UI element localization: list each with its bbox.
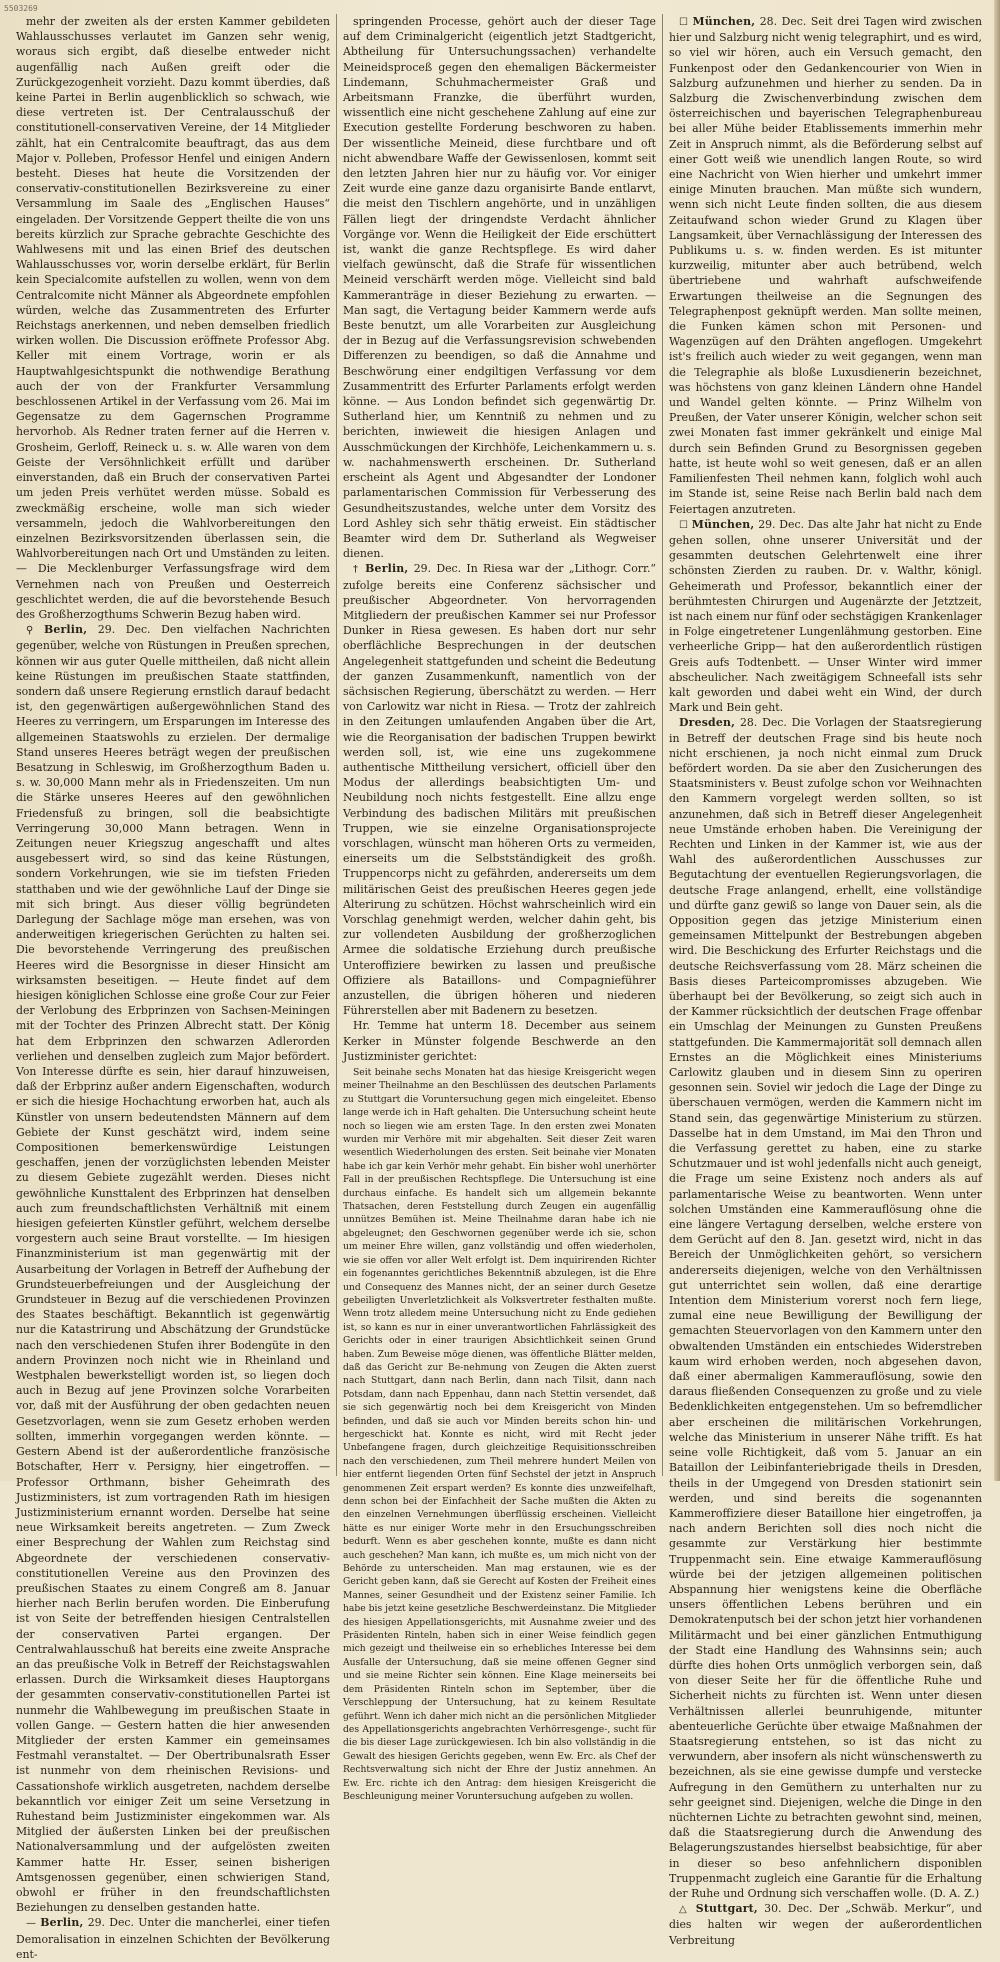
quoted-letter <box>343 1066 656 1803</box>
news-article <box>669 715 982 1901</box>
section-mark-icon: — <box>26 1918 36 1930</box>
section-mark-icon: † <box>353 564 360 576</box>
column-1 <box>10 14 336 1961</box>
dateline-place: München, <box>692 15 756 28</box>
body-paragraph: Hr. Temme hat unterm 18. December aus seinem Kerker in Münster folgende Beschwerde an den Justizminister gerichtet: <box>343 1019 656 1063</box>
section-mark-icon: ☐ <box>679 17 688 28</box>
dateline-place: München, <box>691 517 755 531</box>
news-article <box>343 561 656 1018</box>
article-body: In Riesa war der „Lithogr. Corr.“ zufolge bereits eine Conferenz sächsischer und preußischer Abgeordneter. Von hervorragenden Mitgliedern der preußischen Kammer sei nur Professor Dunker in Riesa gewesen. Es haben dort nur sehr oberflächliche Besprechungen in der deutschen Angelegenheit stattgefunden und scheint die Bedeutung der ganzen Zusammenkunft, namentlich von der sächsischen Regierung, überschätzt zu werden. — Herr von Carlowitz war nicht in Riesa. — Trotz der zahlreich in den Zeitungen umlaufenden Angaben über die Art, wie die Reorganisation der badischen Truppen bewirkt werden soll, ist, wie eine uns zugekommene authentische Mittheilung versichert, officiell über den Modus der allerdings beabsichtigten Um- und Neubildung noch nichts festgestellt. Eine allzu enge Verbindung des badischen Militärs mit preußischen Truppen, wie sie einzelne Organisationsprojecte vorschlagen, wünscht man höheren Orts zu vermeiden, einerseits um die Selbstständigkeit des großh. Truppencorps nicht zu gefährden, andererseits um dem militärischen Geist des preußischen Heeres gegen jede Alterirung zu schützen. Höchst wahrscheinlich wird ein Vorschlag genehmigt werden, welcher dahin geht, bis zur vollendeten Ausbildung der großherzoglichen Armee die soldatische Erziehung durch preußische Unteroffiziere bewirken zu lassen und preußische Offiziere als Bataillons- und Compagnieführer anzustellen, die übrigen höheren und niederen Führerstellen aber mit Badenern zu besetzen. <box>343 562 656 1018</box>
dateline-date: 29. Dec. <box>758 517 805 531</box>
dateline-date: 29. Dec. <box>87 1916 134 1930</box>
page-binding-edge <box>994 0 1000 1481</box>
dateline-date: 30. Dec. <box>764 1902 813 1916</box>
news-article <box>16 1915 330 1962</box>
section-mark-icon: ☐ <box>679 519 688 531</box>
quote-text: Seit beinahe sechs Monaten hat das hiesige Kreisgericht wegen meiner Theilnahme an den Beschlüssen des deutschen Parlaments zu Stuttgart die Voruntersuchung gegen mich eingeleitet. Ebenso lange werde ich in Haft gehalten. Die Untersuchung scheint heute noch so liegen wie am ersten Tage. In den ersten zwei Monaten wurden mir Verhöre mit mir abgehalten. Seit dieser Zeit waren wesentlich Wiederholungen des ersten. Seit beinahe vier Monaten habe ich gar kein Verhör mehr gehabt. Ein bisher wohl unerhörter Fall in der preußischen Rechtspflege. Die Untersuchung ist eine durchaus einfache. Es handelt sich um allgemein bekannte Thatsachen, deren Feststellung durch Zeugen ein augenfällig unnützes Bemühen ist. Meine Theilnahme daran habe ich nie abgeleugnet; den Geschwornen gegenüber werde ich sie, schon um meiner Ehre willen, ganz vollständig und offen wiederholen, wie sie offen vor aller Welt erfolgt ist. Dem inquirirenden Richter ein fogenanntes gerichtliches Bekenntniß abzulegen, ist die Ehre und Consequenz des Mannes nicht, der an seiner durch Gesetze gebeiligten Unverletzlichkeit als Volksvertreter festhalten mußte. Wenn trotz alledem meine Untersuchung nicht zu Ende gediehen ist, so kann es nur in einer unverantwortlichen Fahrlässigkeit des Gerichts oder in einer traurigen Absichtlichkeit seinen Grund haben. Zum Beweise möge dienen, was öffentliche Blätter melden, daß das Gericht zur Be-nehmung von Zeugen die Akten zuerst nach Stuttgart, dann nach Berlin, dann nach Tilsit, dann nach Potsdam, dann nach Eppenhau, dann nach Stettin versendet, daß sie sich gegenwärtig noch bei dem Kreisgericht von Minden befinden, und daß sie auch vor Minden bereits schon hin- und hergeschickt hat. Konnte es nicht, wird mit Recht jeder Unbefangene fragen, durch gleichzeitige Requisitionsschreiben nach den verschiedenen, zum Theil mehrere hundert Meilen von hier entfernt liegenden Orten fünf Sechstel der jetzt in Anspruch genommenen Zeit erspart werden? Es konnte dies unzweifelhaft, denn schon bei der Einfachheit der Sache mußten die Akten zu den einzelnen Vernehmungen überflüssig erscheinen. Vielleicht hätte es nur einiger Worte mehr in den Ersuchungsschreiben bedurft. Wenn es aber geschehen konnte, mußte es dann nicht auch geschehen? Man kann, ich mußte es, um mich nicht von der Behörde zu unterscheiden. Man mag erstaunen, wie es der Gericht geben kann, daß sie Gerecht auf Kosten der Freiheit eines Mannes, seiner Gesundheit und der Existenz seiner Familie. Ich habe bis jetzt keine gesetzliche Beschwerdeinstanz. Die Mitglieder des hiesigen Appellationsgerichts, mit Ausnahme zweier und des Präsidenten Rinteln, haben sich in einer Weise feindlich gegen mich gezeigt und theilweise ein so erhebliches Interesse bei dem Ausfalle der Untersuchung, daß sie meine offenen Gegner sind und sie meine Richter sein können. Eine Klage meinerseits bei dem Präsidenten Rinteln schon im September, über die Verschleppung der Untersuchung, hat zu keinem Resultate geführt. Wenn ich daher mich nicht an die persönlichen Mitglieder des Appellationsgerichts angebrachten Verhörresgenge-, sucht für die bis dieser Lage zurückgewiesen. Ich bin also vollständig in die Gewalt des hiesigen Gerichts gegeben, wenn Ew. Erc. als Chef der Rechtsverwaltung sich nicht der Ehre der Justiz annehmen. An Ew. Erc. richte ich den Antrag: dem hiesigen Kreisgericht die Beschleunigung meiner Voruntersuchung aufgeben zu wollen. <box>343 1067 656 1802</box>
dateline-date: 29. Dec. <box>413 562 462 576</box>
news-article <box>669 1901 982 1948</box>
column-3 <box>662 14 988 1947</box>
news-article <box>669 14 982 517</box>
text-columns <box>10 14 990 1961</box>
section-mark-icon: ⚲ <box>26 625 34 637</box>
dateline-place: Berlin, <box>43 623 88 637</box>
dateline-place: Berlin, <box>365 562 409 576</box>
column-2 <box>336 14 662 1802</box>
dateline-place: Dresden, <box>679 716 736 730</box>
dateline-place: Stuttgart, <box>695 1902 758 1916</box>
article-body: Das alte Jahr hat nicht zu Ende gehen sollen, ohne unserer Universität und der gesammten deutschen Gelehrtenwelt eine ihrer schönsten Zierden zu rauben. Dr. v. Walthr, königl. Geheimerath und Professor, bekanntlich einer der berühmtesten Chirurgen und Augenärzte der Jetztzeit, ist nach einem nur fünf oder sechstägigen Krankenlager in Folge eingetretener Lungenlähmung gestorben. Eine verheerliche Gripp— hat den außerordentlich rüstigen Greis aufs Todtenbett. — Unser Winter wird immer abscheulicher. Nach zweitägigem Schneefall ists sehr kalt geworden und dabei weht ein Wind, der durch Mark und Bein geht. <box>669 517 983 715</box>
news-article <box>16 622 330 1915</box>
body-paragraph: mehr der zweiten als der ersten Kammer gebildeten Wahlausschusses verlautet im Ganzen sehr wenig, woraus sich ergibt, daß dieselbe entweder nicht augenfällig nach Außen greift oder die Zurückgezogenheit vorzieht. Dazu kommt überdies, daß keine Partei in Berlin augenblicklich so schwach, wie diese vertreten ist. Der Centralausschuß der constitutionell-conservativen Vereine, der 14 Mitglieder zählt, hat ein Centralcomite beauftragt, das aus dem Major v. Polleben, Professor Henfel und einigen Andern besteht. Dieses hat heute die Vorsitzenden der conservativ-constitutionellen Bezirksvereine zu einer Versammlung im Saale des „Englischen Hauses“ eingeladen. Der Vorsitzende Geppert theilte die von uns bereits kürzlich zur Sprache gebrachte Geschichte des Wahlwesens mit und las einen Brief des deutschen Wahlausschusses vor, worin derselbe erklärt, für Berlin kein Specialcomite aufstellen zu wollen, wenn von dem Centralcomite nicht Männer als Abgeordnete empfohlen würden, welche das Zusammentreten des Erfurter Reichstags anerkennen, und neben demselben friedlich wirken wollen. Die Discussion eröffnete Professor Abg. Keller mit einem Vortrage, worin er als Hauptwahlgesichtspunkt die nothwendige Berathung auch der von der Frankfurter Versammlung beschlossenen Artikel in der Verfassung vom 26. Mai im Gegensatze zu dem Gagernschen Programme hervorhob. Als Redner traten ferner auf die Herren v. Grosheim, Gerloff, Reineck u. s. w. Alle waren von dem Geiste der Versöhnlichkeit erfüllt und darüber einverstanden, daß ein Bruch der conservativen Partei um jeden Preis verhütet werden müsse. Sobald es zweckmäßig erscheine, wolle man sich wieder versammeln, jedoch die Wahlvorbereitungen den einzelnen Bezirksvorsitzenden überlassen sein, die Wahlvorbereitungen nach Ort und Umständen zu leiten. — Die Mecklenburger Verfassungsfrage wird dem Vernehmen nach von Preußen und Oesterreich geschlichtet werden, die auf die bevorstehende Besuch des Großherzogthums Schwerin Bezug haben wird. <box>16 15 330 621</box>
article-body: Unter die mancherlei, einer tiefen Demoralisation in einzelnen Schichten der Bevölkerung ent- <box>16 1916 330 1961</box>
section-mark-icon: △ <box>679 1904 690 1916</box>
body-paragraph: springenden Processe, gehört auch der dieser Tage auf dem Criminalgericht (eigentlich jetzt Stadtgericht, Abtheilung für Untersuchungssachen) verhandelte Meineidsproceß gegen den ehemaligen Bäckermeister Lindemann, Schuhmachermeister Graß und Arbeitsmann Franzke, die überführt wurden, wissentlich eine nicht geschehene Zahlung auf eine zur Execution gestellte Forderung beschworen zu haben. Der wissentliche Meineid, diese furchtbare und oft nicht abwendbare Waffe der Gewissenlosen, kommt seit den letzten Jahren hier nur zu häufig vor. Vor einiger Zeit wurde eine ganze dazu organisirte Bande entlarvt, die meist den Tischlern angehörte, und in unzähligen Fällen liegt der dringendste Verdacht ähnlicher Vorgänge vor. Wenn die Heiligkeit der Eide erschüttert ist, wankt die ganze Rechtspflege. Es wird daher vielfach gewünscht, daß die Strafe für wissentlichen Meineid verschärft werden möge. Vielleicht sind bald Kammeranträge in dieser Beziehung zu erwarten. — Man sagt, die Vertagung beider Kammern werde aufs Beste benutzt, um alle Vorarbeiten zur Ausgleichung der in Bezug auf die Verfassungsrevision schwebenden Differenzen zu beendigen, so daß die Annahme und Beschwörung einer endgiltigen Verfassung vor dem Zusammentritt des Erfurter Parlaments erfolgt werden könne. — Aus London befindet sich gegenwärtig Dr. Sutherland hier, um Kenntniß zu nehmen und zu berichten, inwieweit die hiesigen Anlagen und Ausschmückungen der Kirchhöfe, Leichenkammern u. s. w. nachahmenswerth erscheinen. Dr. Sutherland erscheint als Agent und Abgesandter der Londoner parlamentarischen Commission für Verbesserung des Gesundheitszustandes, welche unter dem Vorsitz des Lord Ashley sich sehr thätig erweist. Ein städtischer Beamter wird dem Dr. Sutherland als Wegweiser dienen. <box>343 15 656 561</box>
archive-stamp: 5503269 <box>4 4 38 13</box>
news-article <box>669 517 982 716</box>
article-body: Die Vorlagen der Staatsregierung in Betreff der deutschen Frage sind bis heute noch nicht erschienen, ja noch nicht einmal zum Druck befördert worden. Da sie aber den Zusicherungen des Staatsministers v. Beust zufolge schon vor Weihnachten den Kammern vorgelegt werden sollten, so ist anzunehmen, daß sich in Betreff dieser Angelegenheit neue Umstände erhoben haben. Die Vereinigung der Rechten und Linken in der Kammer ist, wie aus der Wahl des außerordentlichen Ausschusses zur Begutachtung der eventuellen Regierungsvorlagen, die deutsche Frage anlangend, erhellt, eine vollständige und dürfte ganz gewiß so lange von Dauer sein, als die Opposition gegen das jetzige Ministerium einen gemeinsamen Mittelpunkt der Bestrebungen abgeben wird. Die Beschickung des Erfurter Reichstags und die deutsche Reichsverfassung vom 28. März scheinen die Basis dieses Parteicompromisses abzugeben. Wie überhaupt bei der Bevölkerung, so zeigt sich auch in der Kammer rücksichtlich der deutschen Frage offenbar ein Umschlag der Meinungen zu Gunsten Preußens stattgefunden. Die Kammermajorität soll demnach allen Ernstes an die Möglichkeit eines Ministeriums Carlowitz glauben und in diesem Sinn zu operiren gesonnen sein. Soviel wir jedoch die Lage der Dinge zu überschauen vermögen, werden die Kammern nicht im Stand sein, das gegenwärtige Ministerium zu stürzen. Dasselbe hat in dem Umstand, im Mai den Thron und die Verfassung gerettet zu haben, eine zu starke Schutzmauer und ist wohl jedenfalls nicht auch geneigt, die Frage um seine Existenz noch anders als auf parlamentarische Weise zu beantworten. Wenn unter solchen Umständen eine Kammerauflösung ohne die eine längere Vertagung derselben, welche erstere von dem Gerücht auf den 8. Jan. gesetzt wird, nicht in das Bereich der Unmöglichkeiten gehört, so versichern andererseits diejenigen, welche von den Verhältnissen gut unterrichtet sein wollen, daß eine derartige Intention dem Ministerium vorerst noch fern liege, zumal eine neue Bewilligung der Bewilligung der gemachten Steuervorlagen von den Kammern unter den obwaltenden Umständen ein entschiedes Widerstreben kaum wird erhoben werden, noch abgesehen davon, daß einer abermaligen Kammerauflösung, sowie den daraus fließenden Consequenzen zu große und zu viele Bedenklichkeiten entgegenstehen. Um so befremdlicher aber erscheinen die militärischen Vorkehrungen, welche das Ministerium in unserer Nähe trifft. Es hat seine volle Richtigkeit, daß vom 5. Januar an ein Bataillon der Leibinfanteriebrigade theils in Dresden, theils in der Umgegend von Dresden stationirt sein werden, und sind bereits die sogenannten Kammeroffiziere dieser Bataillone hier eingetroffen, ja nach andern Berichten soll dies noch nicht die gesammte zur Verstärkung hier bestimmte Truppenmacht sein. Eine etwaige Kammerauflösung würde bei der jetzigen allgemeinen politischen Abspannung hier wenigstens keine die Oberfläche unsers öffentlichen Lebens berühren und ein Demokratenputsch bei der schon jetzt hier vorhandenen Militärmacht und bei einer gänzlichen Entmuthigung der Stadt eine Handlung des Wahnsinns sein; auch dürfte dies hohen Orts unmöglich verborgen sein, daß von dieser Seite her für die öffentliche Ruhe und Sicherheit nichts zu fürchten ist. Wenn unter diesen Verhältnissen allerlei beunruhigende, mitunter abenteuerliche Gerüchte über etwaige Maßnahmen der Staatsregierung entstehen, so ist das nicht zu verwundern, aber insofern als nicht wünschenswerth zu bezeichnen, als sie eine gewisse dumpfe und verstecke Aufregung in den Gemüthern zu unterhalten nur zu sehr geeignet sind. Diejenigen, welche die Dinge in den nüchternen Lichte zu betrachten gewohnt sind, meinen, daß die Staatsregierung durch die Anwendung des Belagerungszustandes hierselbst beabsichtige, für aber in dieser so beso anfehnlichern disponiblen Truppenmacht zugleich eine Garantie für die Erhaltung der Ruhe und Ordnung sich verschaffen wolle. (D. A. Z.) <box>669 716 982 1900</box>
article-body: Der „Schwäb. Merkur“, und dies halten wir wegen der außerordentlichen Verbreitung <box>669 1902 983 1947</box>
dateline-place: Berlin, <box>40 1916 84 1930</box>
dateline-date: 28. Dec. <box>759 15 807 28</box>
dateline-date: 28. Dec. <box>739 716 787 730</box>
article-body: Den vielfachen Nachrichten gegenüber, welche von Rüstungen in Preußen sprechen, können wir aus guter Quelle mittheilen, daß nicht allein keine Rüstungen im preußischen Staate stattfinden, sondern daß unsere Regierung ernstlich darauf bedacht ist, den gegenwärtigen außergewöhnlichen Stand des Heeres zu verringern, um Ersparungen im Interesse des allgemeinen Staatswohls zu erzielen. Der dermalige Stand unseres Heeres beträgt wegen der preußischen Besatzung in Schleswig, im Großherzogthum Baden u. s. w. 30,000 Mann mehr als in Friedenszeiten. Um nun die Stärke unseres Heeres auf den gewöhnlichen Friedensfuß zu bringen, soll die beabsichtigte Verringerung 30,000 Mann betragen. Wenn in Zeitungen neuer Kriegszug angeschafft und altes ausgebessert wird, so sind das keine Rüstungen, sondern Vorkehrungen, wie sie im tiefsten Frieden statthaben und wie der gewöhnliche Lauf der Dinge sie mit sich bringt. Aus dieser völlig begründeten Darlegung der Sachlage möge man ersehen, was von anderweitigen kriegerischen Gerüchten zu halten sei. Die bevorstehende Verringerung des preußischen Heeres wird die Besorgnisse in dieser Hinsicht am wirksamsten beseitigen. — Heute findet auf dem hiesigen königlichen Schlosse eine große Cour zur Feier der Verlobung des Erbprinzen von Sachsen-Meiningen mit der Tochter des Prinzen Albrecht statt. Der König hat dem Erbprinzen den schwarzen Adlerorden verliehen und denselben zugleich zum Major befördert. Von Interesse dürfte es sein, hier darauf hinzuweisen, daß der Erbprinz außer andern Eigenschaften, wodurch er sich die hiesige Hochachtung erworben hat, auch als Künstler von unsern bedeutendsten Männern auf dem Gebiete der Kunst geschätzt wird, indem seine Compositionen bemerkenswürdige Leistungen geschaffen, jenen der vorzüglichsten lebenden Meister zu diesem Gebiete zugezählt werden. Dieses nicht gewöhnliche Kunsttalent des Erbprinzen hat denselben auch zum freundschaftlichsten Verhältniß mit einem hiesigen gefeierten Künstler geführt, welchem derselbe vorgestern auch seine Braut vorstellte. — Im hiesigen Finanzministerium ist man gegenwärtig mit der Ausarbeitung der Vorlagen in Betreff der Aufhebung der Grundsteuerbefreiungen und der Ausgleichung der Grundsteuer in Bezug auf die verschiedenen Provinzen des Staates beschäftigt. Bekanntlich ist gegenwärtig nur die Katastrirung und Abschätzung der Grundstücke nach den verschiedenen Stufen ihrer Bodengüte in den andern Provinzen noch nicht wie in Rheinland und Westphalen bewerkstelligt worden ist, so liegen doch auch in Bezug auf jene Provinzen solche Vorarbeiten vor, daß mit der Ausführung der oben gedachten neuen Gesetzvorlagen, wenn sie zum Gesetz erhoben werden sollten, immerhin vorgegangen werden könnte. — Gestern Abend ist der außerordentliche französische Botschafter, Herr v. Persigny, hier eingetroffen. — Professor Orthmann, bisher Geheimrath des Justizministers, ist zum vortragenden Rath im hiesigen Justizministerium ernannt worden. Derselbe hat seine neue Wirksamkeit bereits angetreten. — Zum Zweck einer Besprechung der Wahlen zum Reichstag sind Abgeordnete der verschiedenen conservativ-constitutionellen Vereine aus den Provinzen des preußischen Staates zu einem Congreß am 8. Januar hierher nach Berlin berufen worden. Die Einberufung ist von Seite der betreffenden hiesigen Centralstellen der conservativen Partei ergangen. Der Centralwahlausschuß hat bereits eine zweite Ansprache an das preußische Volk in Betreff der Reichstagswahlen erlassen. Durch die Wirksamkeit dieses Hauptorgans der gesammten conservativ-constitutionellen Partei ist nunmehr die Wahlbewegung im preußischen Staate in vollen Gange. — Gestern hatten die hier anwesenden Mitglieder der ersten Kammer ein gemeinsames Festmahl veranstaltet. — Der Obertribunalsrath Esser ist nunmehr von dem rheinischen Revisions- und Cassationshofe wirklich ausgetreten, nachdem derselbe bekanntlich vor einiger Zeit um seine Versetzung in Ruhestand beim Justizminister eingekommen war. Als Mitglied der äußersten Linken bei der preußischen Nationalversammlung und der aufgelösten zweiten Kammer hatte Hr. Esser, seinen bisherigen Amtsgenossen gegenüber, einen schwierigen Stand, obwohl er früher in den freundschaftlichsten Beziehungen zu denselben gestanden hatte. <box>16 623 330 1915</box>
dateline-date: 29. Dec. <box>97 623 151 637</box>
article-body: Seit drei Tagen wird zwischen hier und Salzburg nicht wenig telegraphirt, und es wird, so viel wir hören, auch ein Versuch gemacht, den Funkenpost oder den Gedankencourier von Wien in Salzburg aufzunehmen und hierher zu senden. Da in Salzburg die Zwischenverbindung zwischen dem österreichischen und bayerischen Telegraphenbureau bei aller Mühe beider Etablissements immerhin mehr Zeit in Anspruch nimmt, als die Beförderung selbst auf einer Gott weiß wie unendlich langen Route, so wird eine Nachricht von Wien hierher und umkehrt immer einige Minuten brauchen. Man müßte sich wundern, wenn sich nicht Leute finden sollten, die aus diesem Zeitaufwand schon wieder Grund zu Klagen über Langsamkeit, über Vernachlässigung der Interessen des Publikums u. s. w. finden werden. Es ist mitunter kurzweilig, mitunter aber auch betrübend, welch übertriebene und wahrhaft aufschweifende Erwartungen theilweise an die Segnungen des Telegraphenpost geknüpft werden. Man sollte meinen, die Funken kämen schon mit Personen- und Wagenzügen auf den Drähten angeflogen. Umgekehrt ist's freilich auch wieder zu weit gegangen, wenn man die Telegraphie als bloße Luxusdienerin bezeichnet, was höchstens von ganz kleinen Ländern ohne Handel und Wandel gelten könnte. — Prinz Wilhelm von Preußen, der Vater unserer Königin, welcher schon seit zwei Monaten fast immer gekränkelt und einige Mal durch sein Befinden Grund zu Besorgnissen gegeben hatte, ist heute wohl so weit genesen, daß er an allen Familienfesten Theil nehmen kann, folglich wohl auch im Stande ist, seine Reise nach Berlin bald nach dem Feiertagen anzutreten. <box>669 15 982 516</box>
